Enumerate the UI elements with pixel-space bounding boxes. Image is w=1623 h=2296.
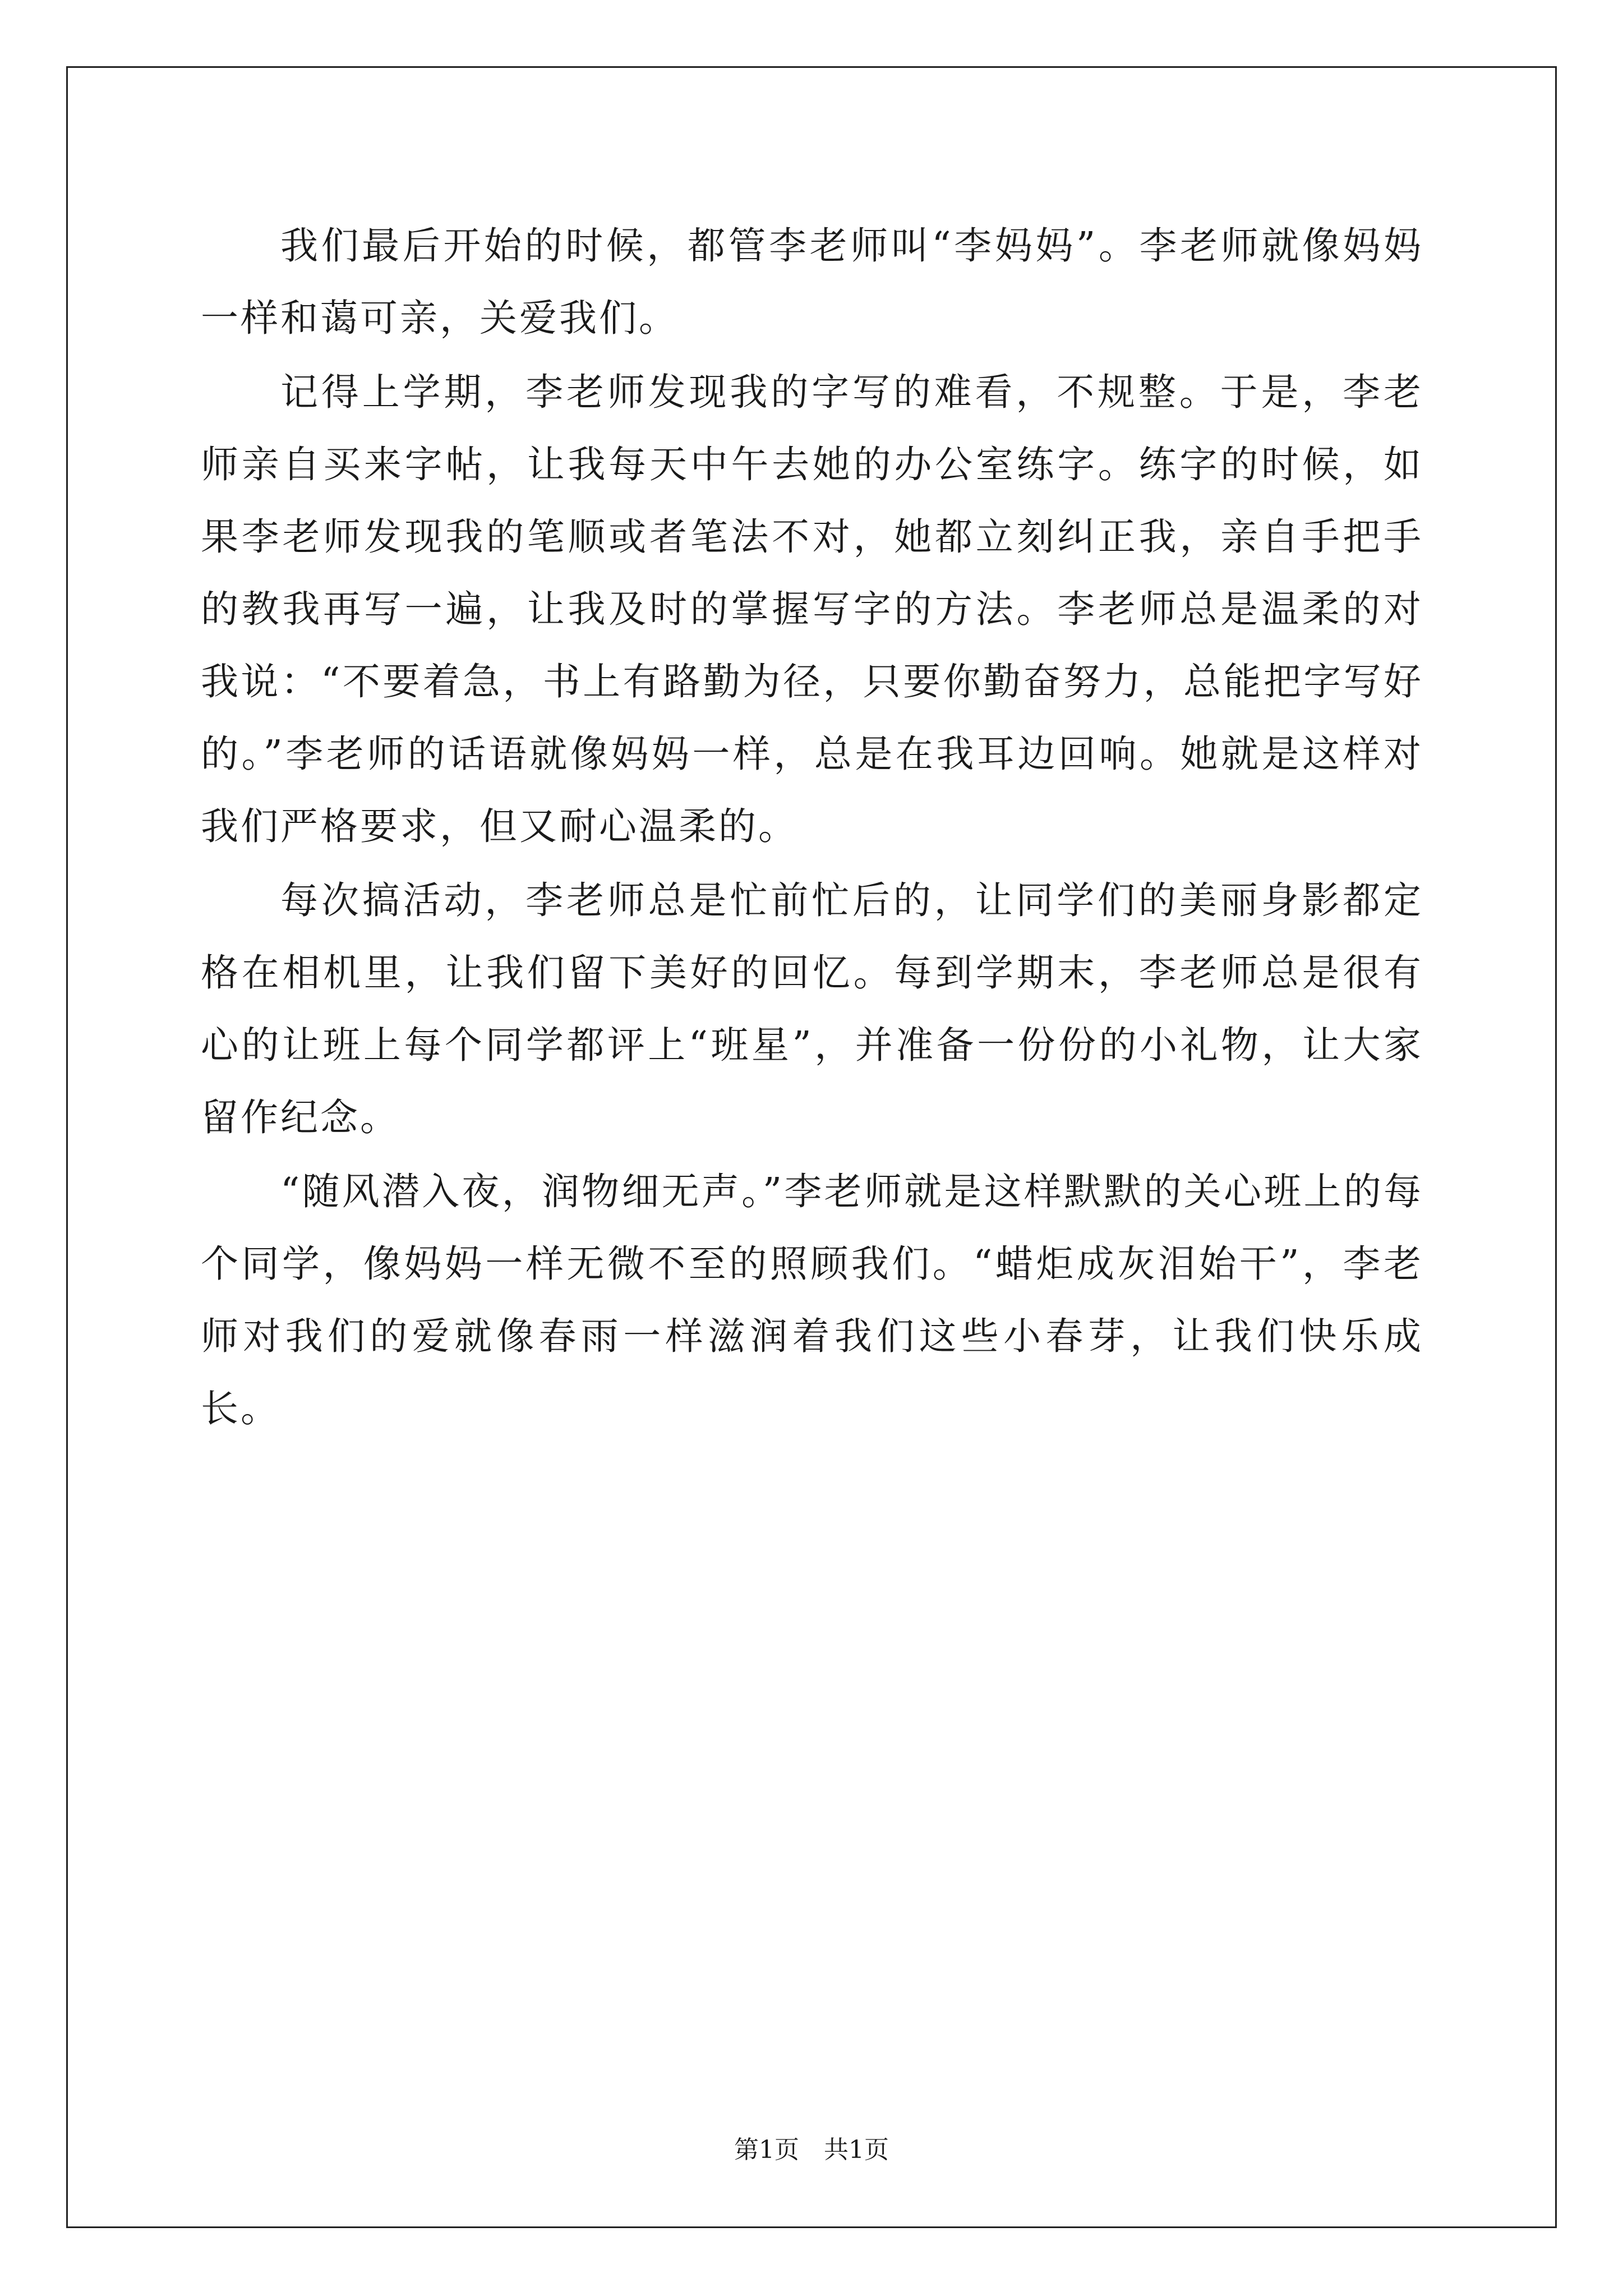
paragraph-3: 每次搞活动，李老师总是忙前忙后的，让同学们的美丽身影都定格在相机里，让我们留下美好的回忆。每到学期末，李老师总是很有心的让班上每个同学都评上“班星”，并准备一份份的小礼物，让大家留作纪念。: [201, 878, 1423, 1139]
paragraph-2: 记得上学期，李老师发现我的字写的难看，不规整。于是，李老师亲自买来字帖，让我每天中午去她的办公室练字。练字的时候，如果李老师发现我的笔顺或者笔法不对，她都立刻纠正我，亲自手把手的教我再写一遍，让我及时的掌握写字的方法。李老师总是温柔的对我说：“不要着急，书上有路勤为径，只要你勤奋努力，总能把字写好的。”李老师的话语就像妈妈一样，总是在我耳边回响。她就是这样对我们严格要求，但又耐心温柔的。: [201, 370, 1423, 848]
document-body: [201, 210, 1423, 1445]
page-number-total: 共1页: [824, 2136, 889, 2164]
page-footer: [0, 2134, 1623, 2166]
paragraph-1: 我们最后开始的时候，都管李老师叫“李妈妈”。李老师就像妈妈一样和蔼可亲，关爱我们。: [201, 224, 1423, 340]
paragraph-4: “随风潜入夜，润物细无声。”李老师就是这样默默的关心班上的每个同学，像妈妈一样无微不至的照顾我们。“蜡炬成灰泪始干”，李老师对我们的爱就像春雨一样滋润着我们这些小春芽，让我们快乐成长。: [201, 1170, 1423, 1430]
page-number-current: 第1页: [734, 2136, 799, 2164]
